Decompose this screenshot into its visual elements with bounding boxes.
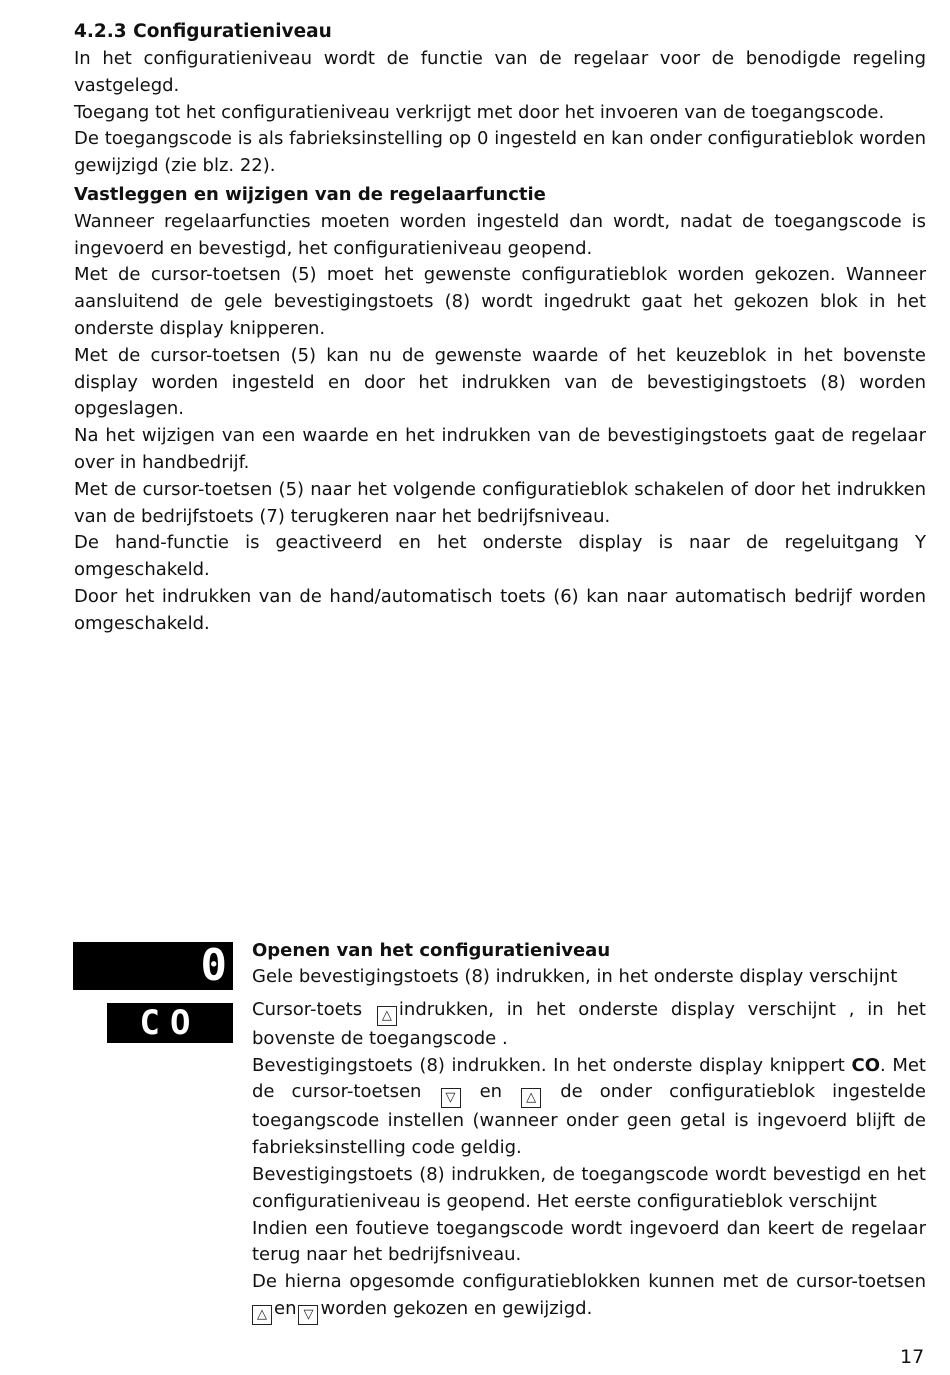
- body-paragraph-3: Met de cursor-toetsen (5) kan nu de gewenste waarde of het keuzeblok in het bovenste display worden ingesteld en door het indrukken van de bevestigingstoets (8) worden opgeslagen.: [74, 344, 926, 420]
- step3-en: en: [479, 1081, 503, 1103]
- procedure-step-3: [252, 1053, 926, 1162]
- page-number: 17: [900, 1346, 925, 1368]
- step2-text-a: Cursor-toets: [252, 998, 363, 1020]
- step3-text-b: . Met de cursor-toetsen: [252, 1054, 926, 1103]
- intro-paragraph-3: De toegangscode is als fabrieksinstelling op 0 ingesteld en kan onder configuratieblok worden gewijzigd (zie blz. 22).: [74, 128, 926, 177]
- procedure-section: [252, 938, 926, 1325]
- step6-text-b: worden gekozen en gewijzigd.: [320, 1297, 593, 1319]
- body-paragraph-7: Door het indrukken van de hand/automatisch toets (6) kan naar automatisch bedrijf worden omgeschakeld.: [74, 585, 926, 634]
- triangle-up-key-icon: △: [521, 1088, 541, 1108]
- procedure-step-5: Indien een foutieve toegangscode wordt ingevoerd dan keert de regelaar terug naar het bedrijfsniveau.: [252, 1217, 926, 1266]
- procedure-step-2: [252, 997, 926, 1053]
- triangle-up-key-icon: △: [252, 1305, 272, 1325]
- step3-text-a: Bevestigingstoets (8) indrukken. In het onderste display knippert: [252, 1054, 845, 1076]
- procedure-heading: Openen van het configuratieniveau: [252, 940, 611, 961]
- procedure-step-4: Bevestigingstoets (8) indrukken, de toegangscode wordt bevestigd en het configuratieniveau is geopend. Het eerste configuratieblok verschijnt: [252, 1163, 926, 1212]
- step2-text-b: indrukken, in het onderste display verschijnt , in het bovenste de toegangscode .: [252, 998, 926, 1049]
- upper-display-value: 0: [200, 940, 227, 991]
- body-paragraph-2: Met de cursor-toetsen (5) moet het gewenste configuratieblok worden gekozen. Wanneer aansluitend de gele bevestigingstoets (8) wordt ingedrukt gaat het gekozen blok in het onderste display knipperen.: [74, 264, 926, 339]
- body-paragraph-4: Na het wijzigen van een waarde en het indrukken van de bevestigingstoets gaat de regelaar over in handbedrijf.: [74, 425, 926, 473]
- body-paragraph-6: De hand-functie is geactiveerd en het onderste display is naar de regeluitgang Y omgeschakeld.: [74, 532, 926, 581]
- sub-heading: Vastleggen en wijzigen van de regelaarfunctie: [74, 183, 546, 205]
- triangle-down-key-icon: ▽: [298, 1305, 318, 1325]
- procedure-step-6: [252, 1269, 926, 1325]
- procedure-step-1: Gele bevestigingstoets (8) indrukken, in het onderste display verschijnt: [252, 966, 898, 987]
- upper-display: [73, 942, 233, 990]
- step6-en: en: [274, 1297, 297, 1319]
- intro-paragraph-2: Toegang tot het configuratieniveau verkrijgt met door het invoeren van de toegangscode.: [74, 101, 885, 123]
- step3-text-c: de onder configuratieblok ingestelde toegangscode instellen (wanneer onder geen getal is ingevoerd blijft de fabrieksinstelling code geldig.: [252, 1081, 926, 1159]
- triangle-down-key-icon: ▽: [441, 1088, 461, 1108]
- lower-display: [107, 1003, 233, 1043]
- step3-co-code: CO: [851, 1054, 880, 1076]
- triangle-up-key-icon: △: [377, 1006, 397, 1026]
- step6-text-a: De hierna opgesomde configuratieblokken kunnen met de cursor-toetsen: [252, 1271, 926, 1293]
- upper-section: [74, 18, 926, 638]
- lower-display-value: CO: [139, 1003, 201, 1043]
- intro-paragraph-1: In het configuratieniveau wordt de functie van de regelaar voor de benodigde regeling vastgelegd.: [74, 48, 926, 96]
- body-paragraph-5: Met de cursor-toetsen (5) naar het volgende configuratieblok schakelen of door het indrukken van de bedrijfstoets (7) terugkeren naar het bedrijfsniveau.: [74, 478, 926, 527]
- body-paragraph-1: Wanneer regelaarfuncties moeten worden ingesteld dan wordt, nadat de toegangscode is ingevoerd en bevestigd, het configuratieniveau geopend.: [74, 210, 926, 259]
- section-heading: 4.2.3 Configuratieniveau: [74, 21, 332, 42]
